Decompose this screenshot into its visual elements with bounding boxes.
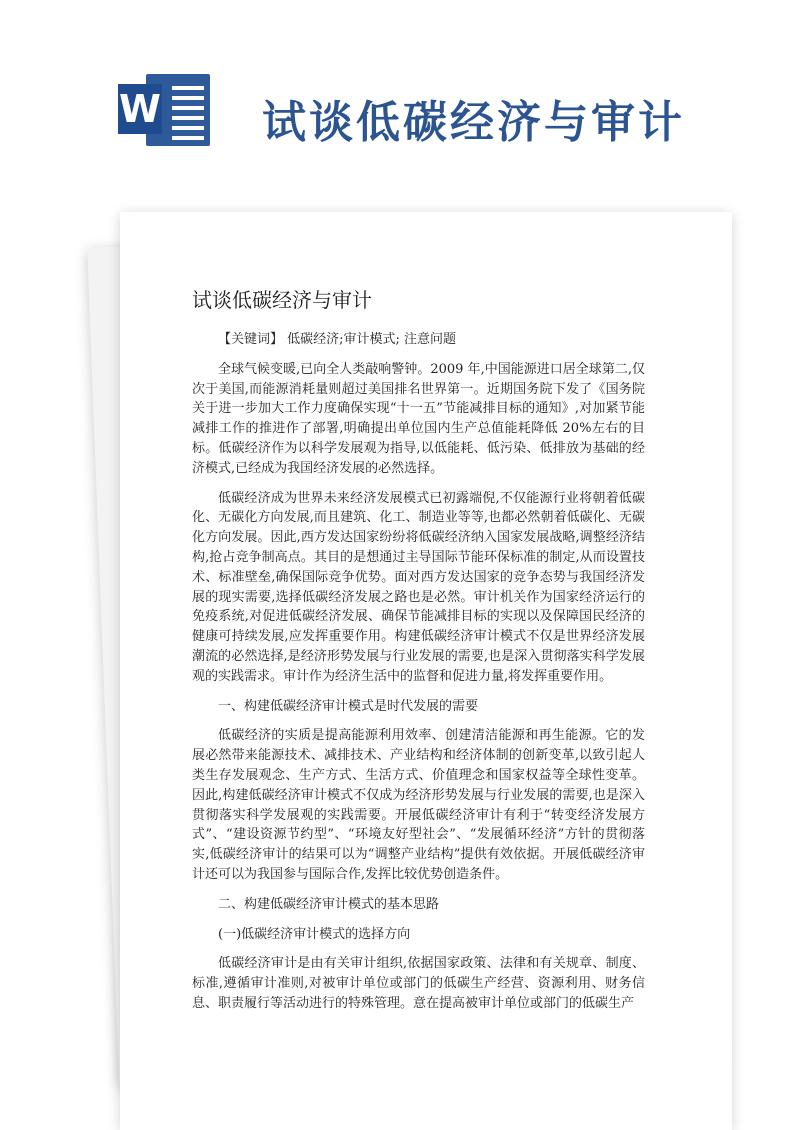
banner-title: 试谈低碳经济与审计 [262, 97, 685, 148]
page-title: 试谈低碳经济与审计 [192, 288, 372, 312]
document-body [192, 330, 645, 1024]
paragraph: 低碳经济审计是由有关审计组织,依据国家政策、法律和有关规章、制度、标准,遵循审计准则,对被审计单位或部门的低碳生产经营、资源利用、财务信息、职责履行等活动进行的特殊管理。意在提高被审计单位或部门的低碳生产 [192, 956, 645, 1011]
keywords-line: 【关键词】 低碳经济;审计模式; 注意问题 [218, 332, 457, 347]
word-icon-letter: W [118, 84, 162, 134]
word-document-icon [118, 70, 210, 150]
paragraph: 低碳经济的实质是提高能源利用效率、创建清洁能源和再生能源。它的发展必然带来能源技术、减排技术、产业结构和经济体制的创新变革,以致引起人类生存发展观念、生产方式、生活方式、价值理念和国家权益等全球性变革。因此,构建低碳经济审计模式不仅成为经济形势发展与行业发展的需要,也是深入贯彻落实科学发展观的实践需要。开展低碳经济审计有利于“转变经济发展方式”、“建设资源节约型”、“环境友好型社会”、“发展循环经济”方针的贯彻落实,低碳经济审计的结果可以为“调整产业结构”提供有效依据。开展低碳经济审计还可以为我国参与国际合作,发挥比较优势创造条件。 [192, 728, 645, 882]
paragraph: 低碳经济成为世界未来经济发展模式已初露端倪,不仅能源行业将朝着低碳化、无碳化方向发展,而且建筑、化工、制造业等等,也都必然朝着低碳化、无碳化方向发展。因此,西方发达国家纷纷将低碳经济纳入国家发展战略,调整经济结构,抢占竞争制高点。其目的是想通过主导国际节能环保标准的制定,从而设置技术、标准壁垒,确保国际竞争优势。面对西方发达国家的竞争态势与我国经济发展的现实需要,选择低碳经济发展之路也是必然。审计机关作为国家经济运行的免疫系统,对促进低碳经济发展、确保节能减排目标的实现以及保障国民经济的健康可持续发展,应发挥重要作用。构建低碳经济审计模式不仅是世界经济发展潮流的必然选择,是经济形势发展与行业发展的需要,也是深入贯彻落实科学发展观的实践需求。审计作为经济生活中的监督和促进力量,将发挥重要作用。 [192, 490, 645, 684]
header-banner [0, 0, 800, 190]
section-heading: 二、构建低碳经济审计模式的基本思路 [218, 896, 440, 912]
document-page [120, 212, 732, 1130]
paragraph: 全球气候变暖,已向全人类敲响警钟。2009 年,中国能源进口居全球第二,仅次于美国,而能源消耗量则超过美国排名世界第一。近期国务院下发了《国务院关于进一步加大工作力度确保实现“十一五”节能减排目标的通知》,对加紧节能减排工作的推进作了部署,明确提出单位国内生产总值能耗降低 20%左右的目标。低碳经济作为以科学发展观为指导,以低能耗、低污染、低排放为基础的经济模式,已经成为我国经济发展的必然选择。 [192, 361, 645, 476]
section-heading: 一、构建低碳经济审计模式是时代发展的需要 [218, 698, 479, 714]
subsection-heading: (一)低碳经济审计模式的选择方向 [218, 926, 411, 942]
